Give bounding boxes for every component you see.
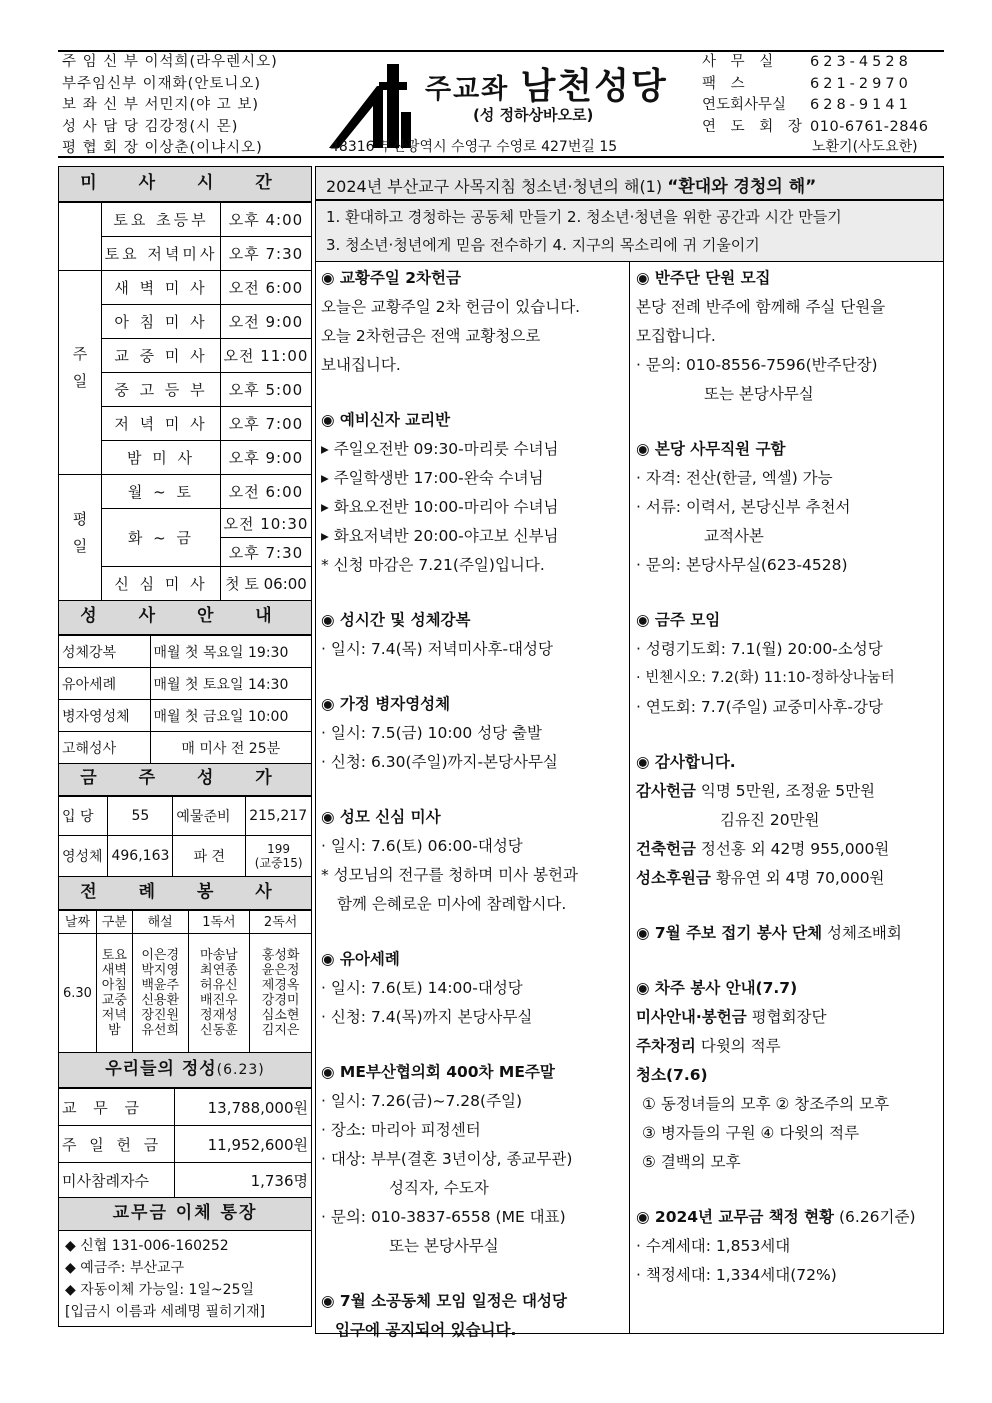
contact-row: 연 도 회 장 010-6761-2846 — [702, 118, 929, 135]
notices-right: ◉ 반주단 단원 모집 본당 전례 반주에 함께해 주실 단원을 모집합니다. · 문의: 010-8556-7596(반주단장) 또는 본당사무실 ◉ 본당 사무직원 구함 · 자격: 전산(한글, 엑셀) 가능 · 서류: 이력서, 본당신부 추천서 교적사본 · 문의: 본당사무실(623-4528) ◉ 금주 모임 · 성령기도회: 7.1(월) 20:00-소성당 · 빈첸시오: 7.2(화) 11:10-정하상나눔터 · 연도회: 7.7(주일) 교중미사후-강당 ◉ 감사합니다. 감사헌금 익명 5만원, 조정윤 5만원 김유진 20만원 건축헌금 정선홍 외 42명 955,000원 성소후원금 황유연 외 4명 70,000원 ◉ 7월 주보 접기 봉사 단체 성체조배회 ◉ 차주 봉사 안내(7.7) 미사안내·봉헌금 평협회장단 주차정리 다윗의 적루 청소(7.6) ① 동정녀들의 모후 ② 창조주의 모후 ③ 병자들의 구원 ④ 다윗의 적루 ⑤ 결백의 모후 ◉ 2024년 교무금 책정 현황 (6.26기준) · 수계세대: 1,853세대 · 책정세대: 1,334세대(72%) — [636, 269, 916, 1284]
table-row: 신 심 미 사 첫 토 06:00 — [59, 567, 312, 601]
pastoral-guideline-items: 1. 환대하고 경청하는 공동체 만들기 2. 청소년·청년을 위한 공간과 시간 만들기 3. 청소년·청년에게 믿음 전수하기 4. 지구의 목소리에 귀 기울이기 — [315, 200, 944, 262]
bank-info: ◆ 신협 131-006-160252 ◆ 예금주: 부산교구 ◆ 자동이체 가능일: 1일~25일 [입금시 이름과 세례명 필히기재] — [58, 1231, 312, 1327]
notices-left: ◉ 교황주일 2차헌금 오늘은 교황주일 2차 헌금이 있습니다. 오늘 2차헌금은 전액 교황청으로 보내집니다. ◉ 예비신자 교리반 ▸ 주일오전반 09:30-마리룻 수녀님 ▸ 주일학생반 17:00-완숙 수녀님 ▸ 화요오전반 10:00-마리아 수녀님 ▸ 화요저녁반 20:00-야고보 신부님 * 신청 마감은 7.21(주일)입니다. ◉ 성시간 및 성체강복 · 일시: 7.4(목) 저녁미사후-대성당 ◉ 가정 병자영성체 · 일시: 7.5(금) 10:00 성당 출발 · 신청: 6.30(주일)까지-본당사무실 ◉ 성모 신심 미사 · 일시: 7.6(토) 06:00-대성당 * 성모님의 전구를 청하며 미사 봉헌과 함께 은혜로운 미사에 참례합시다. ◉ 유아세례 · 일시: 7.6(토) 14:00-대성당 · 신청: 7.4(목)까지 본당사무실 ◉ ME부산협의회 400차 ME주말 · 일시: 7.26(금)~7.28(주일) · 장소: 마리아 피정센터 · 대상: 부부(결혼 3년이상, 종교무관) 성직자, 수도자 · 문의: 010-3837-6558 (ME 대표) 또는 본당사무실 ◉ 7월 소공동체 모임 일정은 대성당 입구에 공지되어 있습니다. — [321, 269, 581, 1339]
table-row: 토요 초등부 오후 4:00 — [59, 203, 312, 237]
table-row: 주일 새 벽 미 사 오전 6:00 — [59, 271, 312, 305]
contact-list — [702, 52, 947, 138]
staff-row: 부주임신부 이재화(안토니오) — [62, 75, 262, 92]
liturgy-title: 전 례 봉 사 — [58, 877, 312, 910]
table-row: 병자영성체 매월 첫 금요일 10:00 — [59, 700, 312, 732]
contact-row: 사 무 실 623-4528 — [702, 54, 912, 70]
table-row: 중 고 등 부 오후 5:00 — [59, 373, 312, 407]
table-row: 저 녁 미 사 오후 7:00 — [59, 407, 312, 441]
staff-row: 평 협 회 장 이상춘(이냐시오) — [62, 140, 263, 156]
table-row: 평일 월 ~ 토 오전 6:00 — [59, 475, 312, 509]
table-row: 입 당 55 예물준비 215,217 — [59, 797, 312, 836]
table-row: 교 중 미 사 오전 11:00 — [59, 339, 312, 373]
mass-schedule-table — [58, 202, 312, 601]
liturgy-table — [58, 910, 312, 1053]
hymn-table — [58, 796, 312, 877]
offering-title: 우리들의 정성(6.23) — [58, 1053, 312, 1088]
table-row: 아 침 미 사 오전 9:00 — [59, 305, 312, 339]
sacrament-title: 성 사 안 내 — [58, 601, 312, 635]
sacrament-table — [58, 635, 312, 764]
table-row: 날짜 구분 해설 1독서 2독서 — [59, 911, 312, 934]
table-row: 화 ~ 금 오전 10:30 — [59, 509, 312, 538]
staff-row: 보 좌 신 부 서민지(야 고 보) — [62, 97, 260, 113]
pastoral-guideline-title: 2024년 부산교구 사목지침 청소년·청년의 해(1) “환대와 경청의 해” — [315, 166, 944, 200]
contact-row: 연도회사무실 628-9141 — [702, 97, 912, 113]
table-row: 오후 7:30 — [59, 538, 312, 567]
staff-list — [62, 52, 312, 160]
table-row: 성체강복 매월 첫 목요일 19:30 — [59, 636, 312, 668]
parish-subtitle: (성 정하상바오로) — [473, 106, 594, 124]
weekday-label: 평일 — [59, 475, 102, 601]
table-row: 영성체 496,163 파 견 199 (교중15) — [59, 836, 312, 877]
table-row: 고해성사 매 미사 전 25분 — [59, 732, 312, 764]
hymn-title: 금 주 성 가 — [58, 764, 312, 796]
table-row: 유아세례 매월 첫 토요일 14:30 — [59, 668, 312, 700]
staff-row: 주 임 신 부 이석희(라우렌시오) — [62, 54, 278, 70]
address: 48316 부산광역시 수영구 수영로 427번길 15 — [330, 139, 618, 155]
table-row: 교 무 금 13,788,000원 — [59, 1089, 312, 1126]
offering-table — [58, 1088, 312, 1198]
table-row: 6.30 토요 새벽 아침 교중 저녁 밤 이은경 박지영 백윤주 신용환 장진원 유선희 마송남 최연종 허유신 배진우 정재성 신동훈 홍성화 윤은정 제경옥 강경미 심소현 김지은 — [59, 934, 312, 1053]
contact-row: 팩 스 621-2970 — [702, 75, 912, 92]
sunday-label: 주일 — [59, 271, 102, 475]
bank-title: 교무금 이체 통장 — [58, 1198, 312, 1231]
table-row: 주 일 헌 금 11,952,600원 — [59, 1126, 312, 1163]
chair-name: 노환기(사도요한) — [812, 139, 918, 155]
table-row: 미사참례자수 1,736명 — [59, 1163, 312, 1198]
staff-row: 성 사 담 당 김강정(시 몬) — [62, 118, 239, 135]
table-row: 밤 미 사 오후 9:00 — [59, 441, 312, 475]
table-row: 토요 저녁미사 오후 7:30 — [59, 237, 312, 271]
sidebar — [58, 166, 312, 1327]
parish-title: 주교좌 남천성당 — [425, 65, 668, 107]
mass-times-title: 미 사 시 간 — [58, 166, 312, 202]
